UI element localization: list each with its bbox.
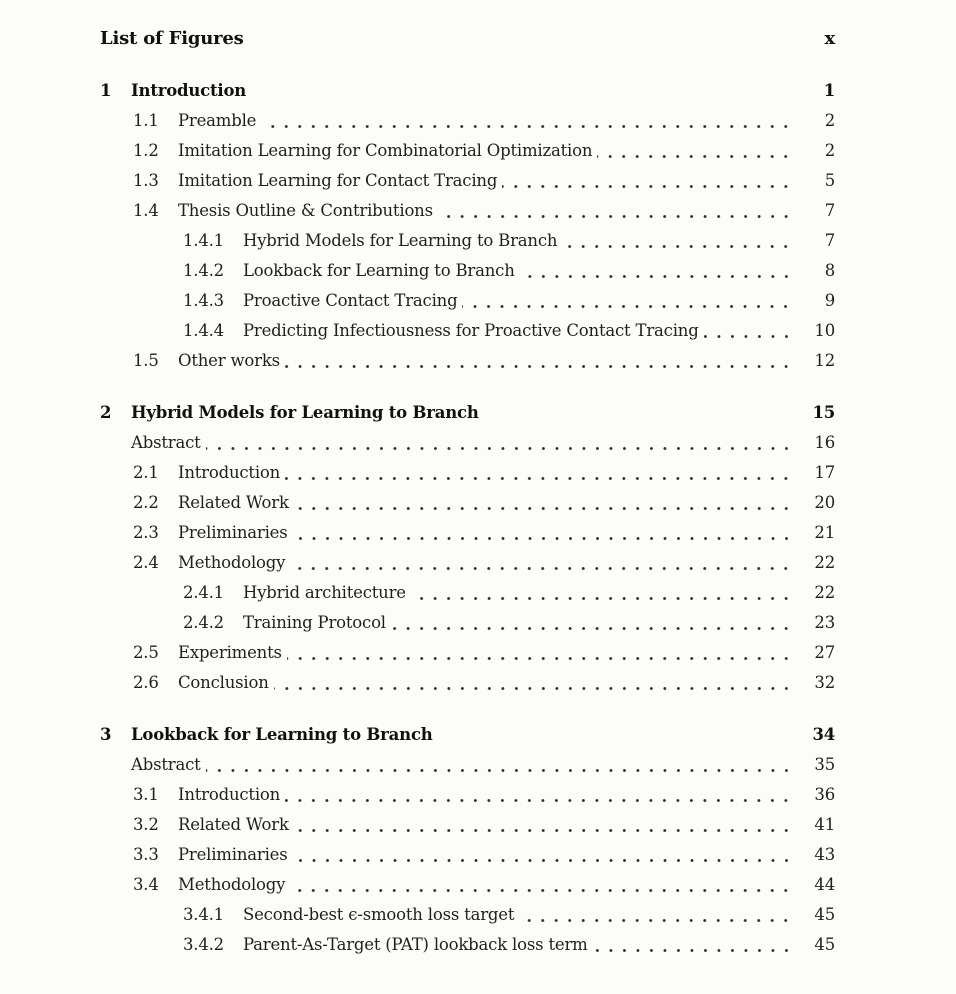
entry-title: Predicting Infectiousness for Proactive Contact Tracing xyxy=(243,321,699,340)
dot-leader xyxy=(285,780,793,810)
entry-page-number: 1 xyxy=(823,81,835,100)
entry-number: 1.2 xyxy=(133,141,159,160)
entry-page-number: 22 xyxy=(814,553,835,572)
dot-leader xyxy=(274,668,793,698)
entry-number: 3.2 xyxy=(133,815,159,834)
entry-title: Hybrid architecture xyxy=(243,583,406,602)
entry-number: 1.4.2 xyxy=(183,261,224,280)
entry-title: Hybrid Models for Learning to Branch xyxy=(243,231,558,250)
toc-row xyxy=(100,398,835,428)
toc-row xyxy=(100,548,835,578)
entry-page-number: 27 xyxy=(814,643,835,662)
toc-row xyxy=(100,488,835,518)
entry-number: 2.6 xyxy=(133,673,159,692)
entry-number: 1.5 xyxy=(133,351,159,370)
entry-number: 1.3 xyxy=(133,171,159,190)
dot-leader xyxy=(294,488,793,518)
entry-page-number: 16 xyxy=(814,433,835,452)
toc-list xyxy=(0,76,956,960)
dot-leader xyxy=(438,196,793,226)
entry-title: Abstract xyxy=(131,433,201,452)
entry-number: 2.4 xyxy=(133,553,159,572)
dot-leader xyxy=(562,226,793,256)
toc-row xyxy=(100,106,835,136)
page-title: List of Figures xyxy=(100,28,244,49)
toc-row xyxy=(100,750,835,780)
entry-page-number: 41 xyxy=(814,815,835,834)
toc-row xyxy=(100,930,835,960)
entry-title: Abstract xyxy=(131,755,201,774)
entry-number: 1.4.3 xyxy=(183,291,224,310)
entry-number: 2.2 xyxy=(133,493,159,512)
entry-title: Hybrid Models for Learning to Branch xyxy=(131,403,479,422)
dot-leader xyxy=(206,428,793,458)
toc-row xyxy=(100,346,835,376)
entry-title: Training Protocol xyxy=(243,613,386,632)
entry-number: 1.4.4 xyxy=(183,321,224,340)
entry-page-number: 12 xyxy=(814,351,835,370)
entry-number: 2.3 xyxy=(133,523,159,542)
dot-leader xyxy=(519,900,793,930)
entry-title: Experiments xyxy=(178,643,282,662)
toc-row xyxy=(100,136,835,166)
toc-row xyxy=(100,76,835,106)
entry-title: Related Work xyxy=(178,493,289,512)
dot-leader xyxy=(290,870,793,900)
entry-title: Preamble xyxy=(178,111,257,130)
entry-page-number: 32 xyxy=(814,673,835,692)
entry-number: 3 xyxy=(100,725,112,744)
entry-title: Imitation Learning for Combinatorial Optimization xyxy=(178,141,593,160)
dot-leader xyxy=(597,136,793,166)
entry-number: 3.4.1 xyxy=(183,905,224,924)
entry-title: Parent-As-Target (PAT) lookback loss term xyxy=(243,935,588,954)
entry-page-number: 7 xyxy=(824,201,835,220)
toc-row xyxy=(100,638,835,668)
dot-leader xyxy=(290,548,793,578)
entry-title: Related Work xyxy=(178,815,289,834)
toc-row xyxy=(100,458,835,488)
toc-row xyxy=(100,870,835,900)
dot-leader xyxy=(285,458,793,488)
entry-page-number: 35 xyxy=(814,755,835,774)
entry-title: Second-best ϵ-smooth loss target xyxy=(243,905,515,924)
entry-number: 2.5 xyxy=(133,643,159,662)
entry-title: Lookback for Learning to Branch xyxy=(131,725,433,744)
entry-page-number: 44 xyxy=(814,875,835,894)
entry-number: 3.4.2 xyxy=(183,935,224,954)
entry-title: Preliminaries xyxy=(178,523,288,542)
entry-title: Methodology xyxy=(178,875,286,894)
entry-title: Other works xyxy=(178,351,280,370)
entry-number: 1.4 xyxy=(133,201,159,220)
entry-page-number: 22 xyxy=(814,583,835,602)
toc-header-row xyxy=(100,24,835,54)
dot-leader xyxy=(704,316,793,346)
toc-row xyxy=(100,720,835,750)
entry-page-number: 10 xyxy=(814,321,835,340)
toc-row xyxy=(100,578,835,608)
entry-title: Methodology xyxy=(178,553,286,572)
entry-title: Conclusion xyxy=(178,673,269,692)
entry-number: 3.4 xyxy=(133,875,159,894)
dot-leader xyxy=(462,286,793,316)
dot-leader xyxy=(502,166,793,196)
entry-number: 2.4.2 xyxy=(183,613,224,632)
toc-row xyxy=(100,780,835,810)
dot-leader xyxy=(411,578,793,608)
entry-page-number: 2 xyxy=(824,141,835,160)
entry-title: Thesis Outline & Contributions xyxy=(178,201,433,220)
entry-page-number: 5 xyxy=(824,171,835,190)
entry-page-number: 23 xyxy=(814,613,835,632)
dot-leader xyxy=(593,930,793,960)
entry-number: 2 xyxy=(100,403,112,422)
toc-row xyxy=(100,608,835,638)
entry-title: Preliminaries xyxy=(178,845,288,864)
toc-row xyxy=(100,226,835,256)
header-page-number: x xyxy=(824,28,835,49)
header-spacer xyxy=(244,24,805,54)
entry-number: 3.1 xyxy=(133,785,159,804)
toc-row xyxy=(100,518,835,548)
toc-row xyxy=(100,166,835,196)
leader-spacer xyxy=(246,76,805,106)
leader-spacer xyxy=(479,398,805,428)
dot-leader xyxy=(520,256,793,286)
toc-row xyxy=(100,668,835,698)
dot-leader xyxy=(287,638,793,668)
entry-page-number: 21 xyxy=(814,523,835,542)
dot-leader xyxy=(206,750,793,780)
dot-leader xyxy=(293,518,794,548)
entry-page-number: 17 xyxy=(814,463,835,482)
entry-page-number: 7 xyxy=(824,231,835,250)
entry-page-number: 36 xyxy=(814,785,835,804)
entry-page-number: 15 xyxy=(812,403,835,422)
entry-title: Introduction xyxy=(178,785,281,804)
entry-page-number: 43 xyxy=(814,845,835,864)
toc-row xyxy=(100,286,835,316)
entry-page-number: 2 xyxy=(824,111,835,130)
entry-title: Imitation Learning for Contact Tracing xyxy=(178,171,498,190)
entry-number: 2.1 xyxy=(133,463,159,482)
entry-page-number: 45 xyxy=(814,905,835,924)
entry-title: Introduction xyxy=(178,463,281,482)
entry-number: 1.1 xyxy=(133,111,159,130)
dot-leader xyxy=(391,608,793,638)
toc-row xyxy=(100,256,835,286)
entry-title: Proactive Contact Tracing xyxy=(243,291,458,310)
entry-number: 3.3 xyxy=(133,845,159,864)
entry-page-number: 8 xyxy=(824,261,835,280)
entry-number: 1.4.1 xyxy=(183,231,224,250)
entry-title: Lookback for Learning to Branch xyxy=(243,261,515,280)
toc-row xyxy=(100,810,835,840)
toc-row xyxy=(100,840,835,870)
toc-row xyxy=(100,428,835,458)
dot-leader xyxy=(294,810,793,840)
entry-number: 2.4.1 xyxy=(183,583,224,602)
toc-row xyxy=(100,316,835,346)
entry-page-number: 45 xyxy=(814,935,835,954)
dot-leader xyxy=(285,346,793,376)
toc-row xyxy=(100,196,835,226)
entry-title: Introduction xyxy=(131,81,247,100)
dot-leader xyxy=(293,840,794,870)
entry-page-number: 20 xyxy=(814,493,835,512)
entry-number: 1 xyxy=(100,81,112,100)
dot-leader xyxy=(261,106,793,136)
toc-row xyxy=(100,900,835,930)
entry-page-number: 34 xyxy=(812,725,835,744)
leader-spacer xyxy=(433,720,805,750)
entry-page-number: 9 xyxy=(824,291,835,310)
